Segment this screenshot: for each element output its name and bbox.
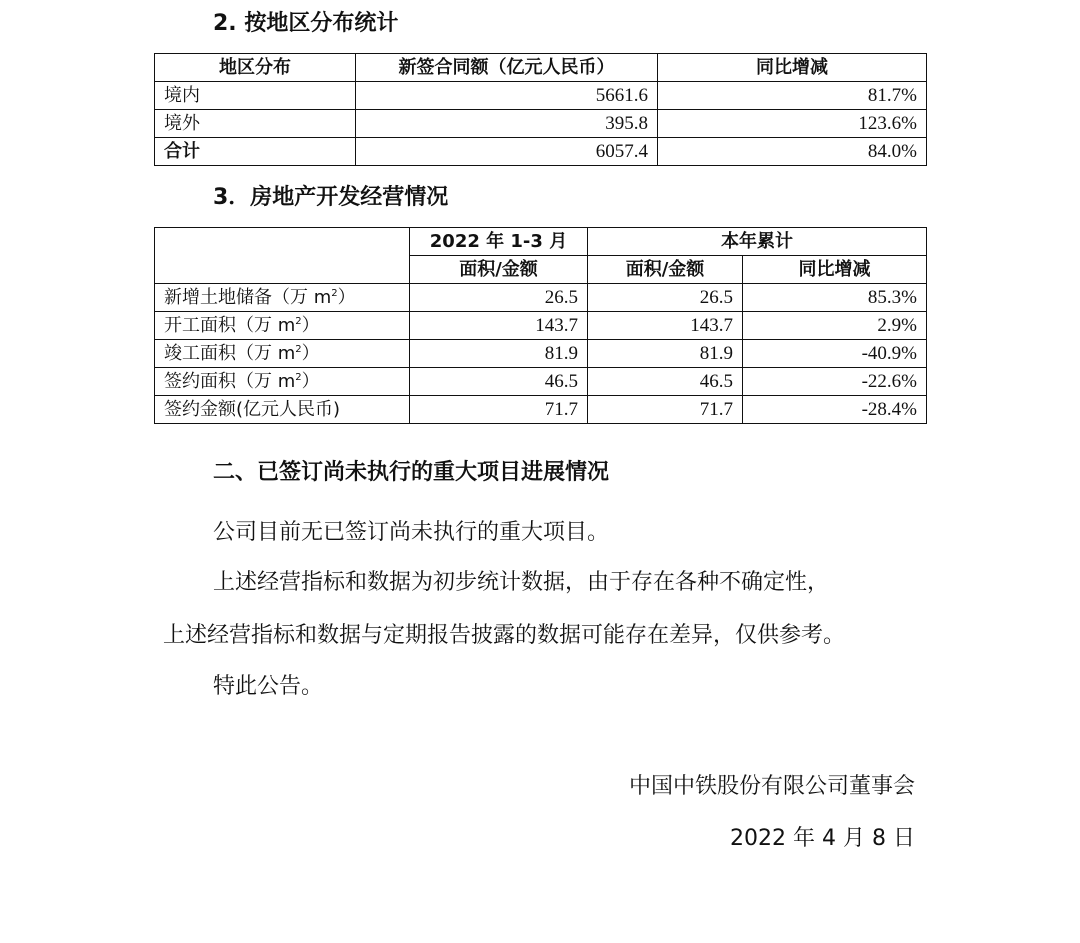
table-header-row [155,228,927,256]
yoy-cell: 81.7% [658,82,927,110]
ytd-value: 143.7 [588,312,743,340]
col-header-region: 地区分布 [155,54,356,82]
heading-major-projects: 二、已签订尚未执行的重大项目进展情况 [213,460,610,485]
col-header-yoy: 同比增减 [743,256,927,284]
ytd-value: 26.5 [588,284,743,312]
signature-org: 中国中铁股份有限公司董事会 [628,774,915,799]
empty-corner-cell [155,228,410,284]
table-row [155,396,927,424]
table-row [155,284,927,312]
ytd-value: 81.9 [588,340,743,368]
real-estate-table [154,227,927,424]
yoy-value: 85.3% [743,284,927,312]
table-row [155,82,927,110]
col-header-period-area: 面积/金额 [410,256,588,284]
yoy-value: 2.9% [743,312,927,340]
table-row [155,340,927,368]
col-header-ytd-area: 面积/金额 [588,256,743,284]
region-table [154,53,927,166]
amount-cell: 395.8 [356,110,658,138]
signature-date: 2022 年 4 月 8 日 [730,826,915,851]
paragraph-disclaimer-line2: 上述经营指标和数据与定期报告披露的数据可能存在差异，仅供参考。 [163,623,846,648]
table-row [155,312,927,340]
yoy-cell: 123.6% [658,110,927,138]
period-value: 26.5 [410,284,588,312]
yoy-value: -28.4% [743,396,927,424]
metric-label: 签约面积（万 $m^2$） [155,368,410,396]
heading-region-distribution: 2. 按地区分布统计 [213,11,399,36]
period-value: 143.7 [410,312,588,340]
region-cell: 境外 [155,110,356,138]
col-header-yoy: 同比增减 [658,54,927,82]
table-header-row [155,54,927,82]
region-cell: 境内 [155,82,356,110]
yoy-cell: 84.0% [658,138,927,166]
col-header-ytd: 本年累计 [588,228,927,256]
ytd-value: 46.5 [588,368,743,396]
paragraph-closing: 特此公告。 [213,674,324,699]
ytd-value: 71.7 [588,396,743,424]
col-header-amount: 新签合同额（亿元人民币） [356,54,658,82]
table-row-total [155,138,927,166]
yoy-value: -40.9% [743,340,927,368]
paragraph-disclaimer-line1: 上述经营指标和数据为初步统计数据，由于存在各种不确定性， [213,570,830,595]
amount-cell: 6057.4 [356,138,658,166]
paragraph-no-major-projects: 公司目前无已签订尚未执行的重大项目。 [213,520,610,545]
metric-label: 新增土地储备（万 $m^2$） [155,284,410,312]
table-row [155,110,927,138]
period-value: 46.5 [410,368,588,396]
heading-real-estate: 3．房地产开发经营情况 [213,185,449,210]
period-value: 81.9 [410,340,588,368]
region-cell: 合计 [155,138,356,166]
table-row [155,368,927,396]
period-value: 71.7 [410,396,588,424]
metric-label: 竣工面积（万 $m^2$） [155,340,410,368]
metric-label: 开工面积（万 $m^2$） [155,312,410,340]
metric-label: 签约金额(亿元人民币) [155,396,410,424]
amount-cell: 5661.6 [356,82,658,110]
yoy-value: -22.6% [743,368,927,396]
col-header-period: 2022 年 1-3 月 [410,228,588,256]
